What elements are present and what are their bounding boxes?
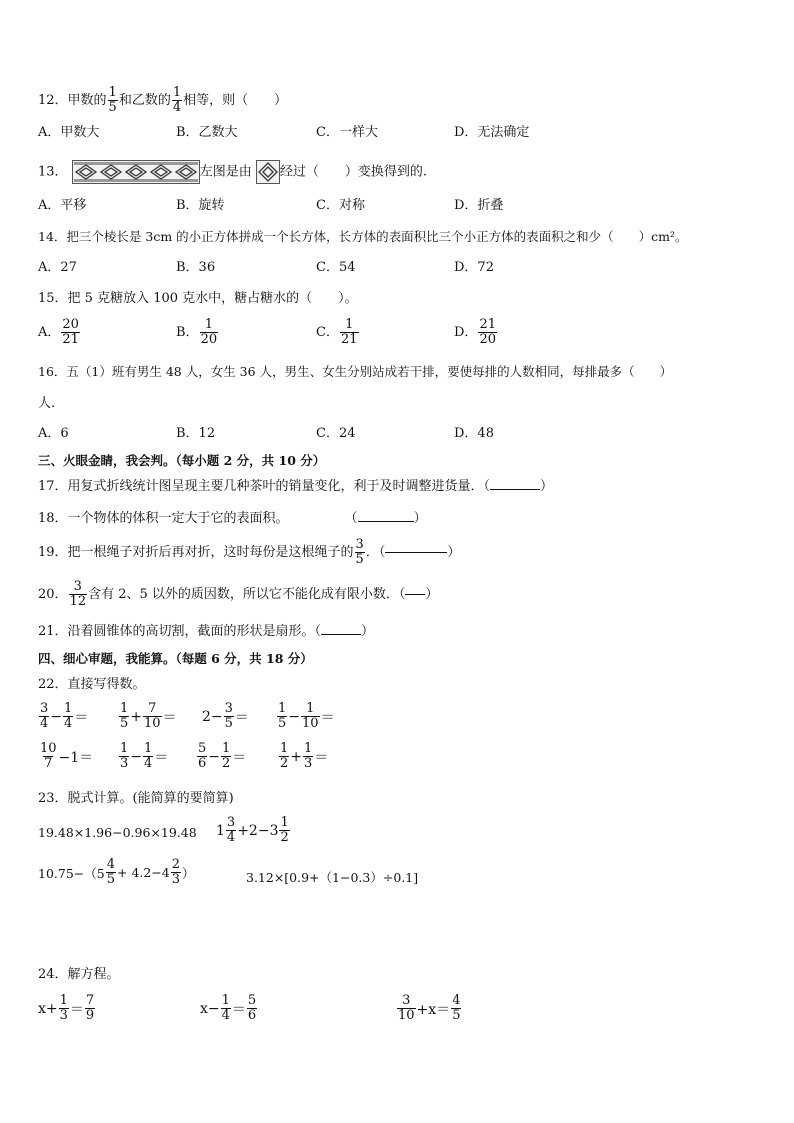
operator: −	[50, 708, 63, 725]
frac	[85, 994, 95, 1023]
frac-num: 1	[278, 701, 287, 716]
q21-stem	[38, 623, 374, 641]
frac-num: 1	[221, 993, 230, 1008]
q13-stem	[38, 160, 427, 184]
frac-num: 1	[204, 317, 213, 332]
frac-den: 5	[106, 872, 115, 887]
frac-den: 6	[198, 756, 207, 771]
frac-num: 3	[224, 701, 233, 716]
frac-num: 3	[226, 815, 236, 830]
frac	[224, 702, 234, 731]
operator: −	[208, 748, 221, 765]
equals: ＝	[162, 709, 177, 726]
frac-den: 20	[479, 332, 496, 347]
q15-option-d[interactable]	[454, 318, 498, 347]
q12-stem	[38, 86, 287, 115]
frac-den: 10	[302, 716, 319, 731]
equals: ＝	[231, 1001, 246, 1018]
frac-den: 4	[221, 1008, 230, 1023]
q14-option-b[interactable]: B．36	[176, 260, 216, 275]
frac	[39, 742, 58, 771]
q16-option-c[interactable]: C．24	[316, 426, 356, 441]
frac-den: 21	[62, 332, 79, 347]
q22-item-2	[118, 702, 177, 731]
frac-den: 3	[120, 756, 129, 771]
q21-answer-blank[interactable]	[321, 634, 361, 635]
frac	[119, 742, 129, 771]
operand: 2−	[202, 708, 223, 725]
frac-den: 12	[69, 594, 87, 609]
frac	[221, 994, 231, 1023]
frac-num: 1	[280, 815, 289, 830]
frac-num: 3	[355, 537, 364, 552]
section-3-heading: 三、火眼金睛，我会判。（每小题 2 分，共 10 分）	[38, 453, 326, 468]
q14-option-d[interactable]: D．72	[454, 260, 494, 275]
operand: −1＝	[58, 749, 94, 766]
q22-item-3	[202, 702, 249, 731]
frac-den: 2	[280, 830, 289, 845]
frac	[143, 742, 153, 771]
frac-den: 3	[171, 872, 181, 887]
frac-num: 1	[108, 85, 117, 100]
frac-num: 21	[479, 317, 496, 332]
q19-stem	[38, 538, 460, 567]
q22-item-7	[196, 742, 246, 771]
frac-den: 5	[224, 716, 233, 731]
q23-expr-1: 19.48×1.96−0.96×19.48	[38, 825, 197, 840]
q17-answer-blank[interactable]	[490, 489, 540, 490]
q13-suffix: 经过（ ）变换得到的.	[279, 164, 427, 180]
q12-suffix: 相等，则（ ）	[183, 93, 288, 108]
q12-fraction-1	[108, 86, 118, 115]
frac-num: 1	[345, 317, 354, 332]
q20-suffix: 含有 2、5 以外的质因数，所以它不能化成有限小数．（	[88, 586, 406, 602]
frac-den: 4	[172, 100, 182, 115]
frac-den: 5	[355, 552, 364, 567]
option-label: C．	[316, 324, 339, 340]
frac-num: 3	[40, 701, 49, 716]
q13-option-d[interactable]: D．折叠	[454, 198, 504, 213]
frac-den: 5	[120, 716, 129, 731]
q12-fraction-2	[172, 86, 182, 115]
frac	[279, 816, 289, 845]
close-paren: ）	[361, 624, 375, 639]
operator: +	[290, 748, 303, 765]
pattern-unit-image	[256, 160, 280, 184]
q17-stem	[38, 478, 553, 496]
q20-answer-blank[interactable]	[405, 594, 425, 595]
variable: +x＝	[416, 1001, 451, 1018]
frac-num: 3	[402, 993, 411, 1008]
q24-equation-2	[200, 994, 258, 1023]
frac-den: 10	[398, 1008, 415, 1023]
q21-text: 21．沿着圆锥体的高切割，截面的形状是扇形。（	[38, 624, 322, 639]
q16-stem-cont: 人.	[38, 396, 56, 411]
q24-equation-1	[38, 994, 96, 1023]
q16-option-d[interactable]: D．48	[454, 426, 494, 441]
frac	[397, 994, 416, 1023]
q19-answer-blank[interactable]	[385, 552, 447, 553]
q15-option-c[interactable]	[316, 318, 360, 347]
q23-expr-2	[216, 816, 291, 845]
frac-num: 1	[120, 741, 129, 756]
q12-mid: 和乙数的	[118, 93, 171, 108]
frac-den: 10	[144, 716, 161, 731]
frac	[197, 742, 207, 771]
q12-option-a[interactable]: A．甲数大	[38, 125, 100, 140]
frac-num: 5	[247, 993, 257, 1008]
frac-den: 20	[200, 332, 218, 347]
q12-option-c[interactable]: C．一样大	[316, 125, 378, 140]
section-4-heading: 四、细心审题，我能算。（每题 6 分，共 18 分）	[38, 651, 313, 666]
frac-num: 1	[172, 85, 182, 100]
q23-expr-4: 3.12×[0.9+（1−0.3）÷0.1]	[246, 870, 419, 885]
q18-answer-blank[interactable]	[358, 521, 414, 522]
q22-title: 22．直接写得数。	[38, 677, 146, 692]
q22-item-4	[276, 702, 335, 731]
option-label: A．	[38, 324, 61, 340]
equals: ＝	[154, 749, 169, 766]
q15-option-a[interactable]	[38, 318, 81, 347]
frac-num: 10	[40, 741, 57, 756]
frac	[221, 742, 231, 771]
frac-den: 3	[304, 756, 313, 771]
whole-number: 1	[216, 822, 225, 839]
q13-option-c[interactable]: C．对称	[316, 198, 365, 213]
q23-expr-3	[38, 858, 195, 887]
frac	[277, 702, 287, 731]
frac-num: 3	[73, 579, 82, 594]
q12-option-b[interactable]: B．乙数大	[176, 125, 238, 140]
equals: ＝	[232, 749, 247, 766]
frac	[119, 702, 129, 731]
q14-stem: 14．把三个棱长是 3cm 的小正方体拼成一个长方体，长方体的表面积比三个小正方体的表面积之和少（ ）cm²。	[38, 229, 688, 244]
frac-den: 6	[247, 1008, 257, 1023]
frac-num: 4	[452, 993, 461, 1008]
operand: +2−3	[237, 822, 279, 839]
equals: ＝	[74, 709, 89, 726]
frac-num: 7	[85, 993, 95, 1008]
q16-stem: 16．五（1）班有男生 48 人，女生 36 人，男生、女生分别站成若干排，要使每排的人数相同，每排最多（ ）	[38, 364, 673, 379]
variable: x+	[38, 1000, 58, 1017]
frac-num: 7	[148, 701, 157, 716]
q19-suffix: ．（	[365, 544, 386, 560]
frac-num: 1	[280, 741, 289, 756]
frac	[171, 858, 181, 887]
frac	[279, 742, 289, 771]
frac-num: 1	[306, 701, 315, 716]
frac	[39, 702, 49, 731]
frac-num: 1	[222, 741, 231, 756]
q19-prefix: 19．把一根绳子对折后再对折，这时每份是这根绳子的	[38, 544, 354, 560]
frac-den: 5	[452, 1008, 461, 1023]
q15-stem: 15．把 5 克糖放入 100 克水中，糖占糖水的（ ）。	[38, 291, 358, 306]
q18-text: 18．一个物体的体积一定大于它的表面积。	[38, 511, 289, 526]
q14-option-a[interactable]: A．27	[38, 260, 77, 275]
q24-equation-3	[396, 994, 462, 1023]
q22-item-1	[38, 702, 88, 731]
close-paren: ）	[447, 544, 461, 560]
operator: −	[130, 748, 143, 765]
frac	[247, 994, 257, 1023]
frac	[303, 742, 313, 771]
q20-stem	[38, 580, 438, 609]
q18-stem: 18．一个物体的体积一定大于它的表面积。 （ ）	[38, 511, 427, 526]
frac-den: 4	[40, 716, 49, 731]
frac-den: 2	[280, 756, 289, 771]
q22-item-5	[38, 742, 93, 771]
option-fraction	[200, 318, 219, 347]
frac	[301, 702, 320, 731]
close-paren: ）	[425, 586, 439, 602]
frac-num: 5	[198, 741, 207, 756]
frac-num: 4	[106, 857, 115, 872]
frac-den: 4	[144, 756, 153, 771]
q19-fraction	[355, 538, 365, 567]
q14-option-c[interactable]: C．54	[316, 260, 356, 275]
frac-den: 21	[340, 332, 358, 347]
operator: −	[288, 708, 301, 725]
frac-num: 1	[144, 741, 153, 756]
frac-num: 1	[64, 701, 73, 716]
q16-option-a[interactable]: A．6	[38, 426, 69, 441]
q13-option-b[interactable]: B．旋转	[176, 198, 225, 213]
frac-den: 5	[278, 716, 287, 731]
frac-den: 7	[44, 756, 53, 771]
frac	[451, 994, 461, 1023]
q23-title: 23．脱式计算。(能简算的要简算)	[38, 791, 234, 806]
frac-den: 4	[64, 716, 73, 731]
q22-item-8	[278, 742, 328, 771]
close-paren: ）	[413, 511, 427, 526]
frac-den: 3	[59, 1008, 68, 1023]
option-label: B．	[176, 324, 199, 340]
q13-mid: 左图是由	[199, 164, 252, 180]
option-label: D．	[454, 324, 478, 340]
frac-num: 1	[59, 993, 68, 1008]
equals: ＝	[234, 709, 249, 726]
option-fraction	[478, 318, 497, 347]
equals: ＝	[69, 1001, 84, 1018]
frac-num: 1	[120, 701, 129, 716]
q13-option-a[interactable]: A．平移	[38, 198, 87, 213]
q22-item-6	[118, 742, 168, 771]
operand: 10.75−（5	[38, 865, 105, 881]
frac-den: 2	[222, 756, 231, 771]
operator: +	[130, 708, 143, 725]
q15-option-b[interactable]	[176, 318, 219, 347]
operand: ）	[182, 865, 195, 881]
frac-den: 9	[85, 1008, 95, 1023]
frac-den: 4	[226, 830, 236, 845]
frac	[143, 702, 162, 731]
equals: ＝	[314, 749, 329, 766]
pattern-strip-image	[72, 160, 200, 184]
option-fraction	[61, 318, 80, 347]
option-fraction	[340, 318, 359, 347]
variable: x−	[200, 1000, 220, 1017]
frac	[59, 994, 69, 1023]
q12-option-d[interactable]: D．无法确定	[454, 125, 530, 140]
q13-prefix: 13．	[38, 164, 68, 180]
q17-text: 17．用复式折线统计图呈现主要几种茶叶的销量变化，利于及时调整进货量．（	[38, 479, 491, 494]
close-paren: ）	[540, 479, 554, 494]
frac-num: 20	[62, 317, 79, 332]
operand: + 4.2−4	[117, 865, 170, 880]
equals: ＝	[320, 709, 335, 726]
frac-den: 5	[108, 100, 117, 115]
frac	[63, 702, 73, 731]
frac-num: 1	[304, 741, 313, 756]
frac	[226, 816, 236, 845]
q12-prefix: 12．甲数的	[38, 93, 107, 108]
frac	[106, 858, 116, 887]
frac-num: 2	[171, 857, 181, 872]
q16-option-b[interactable]: B．12	[176, 426, 216, 441]
q20-fraction	[69, 580, 88, 609]
q24-title: 24．解方程。	[38, 967, 120, 982]
q20-prefix: 20．	[38, 586, 68, 602]
